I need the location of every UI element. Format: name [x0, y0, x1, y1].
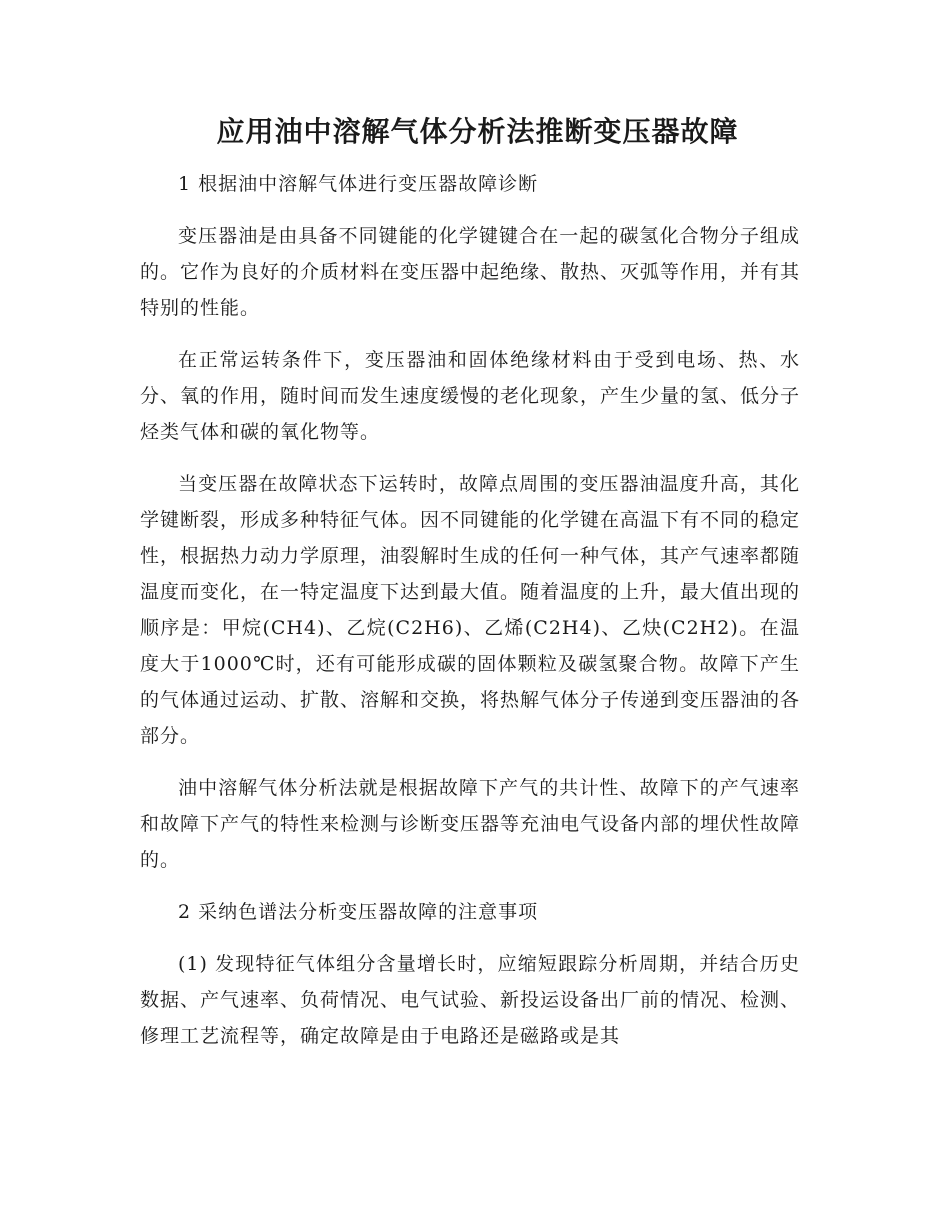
document-body: [140, 166, 800, 1070]
document-title: 应用油中溶解气体分析法推断变压器故障: [216, 115, 739, 148]
paragraph: 在正常运转条件下，变压器油和固体绝缘材料由于受到电场、热、水分、氧的作用，随时间而发生速度缓慢的老化现象，产生少量的氢、低分子烃类气体和碳的氧化物等。: [140, 349, 801, 443]
paragraph: (1) 发现特征气体组分含量增长时，应缩短跟踪分析周期，并结合历史数据、产气速率、负荷情况、电气试验、新投运设备出厂前的情况、检测、修理工艺流程等，确定故障是由于电路还是磁路或是其: [140, 953, 801, 1047]
paragraph: 变压器油是由具备不同键能的化学键键合在一起的碳氢化合物分子组成的。它作为良好的介质材料在变压器中起绝缘、散热、灭弧等作用，并有其特别的性能。: [140, 225, 801, 319]
section-heading-2: 2 采纳色谱法分析变压器故障的注意事项: [178, 901, 539, 923]
paragraph: 当变压器在故障状态下运转时，故障点周围的变压器油温度升高，其化学键断裂，形成多种特征气体。因不同键能的化学键在高温下有不同的稳定性，根据热力动力学原理，油裂解时生成的任何一种气体，其产气速率都随温度而变化，在一特定温度下达到最大值。随着温度的上升，最大值出现的顺序是：甲烷(CH4)、乙烷(C2H6)、乙烯(C2H4)、乙炔(C2H2)。在温度大于1000℃时，还有可能形成碳的固体颗粒及碳氢聚合物。故障下产生的气体通过运动、扩散、溶解和交换，将热解气体分子传递到变压器油的各部分。: [140, 473, 801, 747]
paragraph: 油中溶解气体分析法就是根据故障下产气的共计性、故障下的产气速率和故障下产气的特性来检测与诊断变压器等充油电气设备内部的埋伏性故障的。: [140, 777, 801, 871]
section-heading-1: 1 根据油中溶解气体进行变压器故障诊断: [178, 173, 539, 195]
